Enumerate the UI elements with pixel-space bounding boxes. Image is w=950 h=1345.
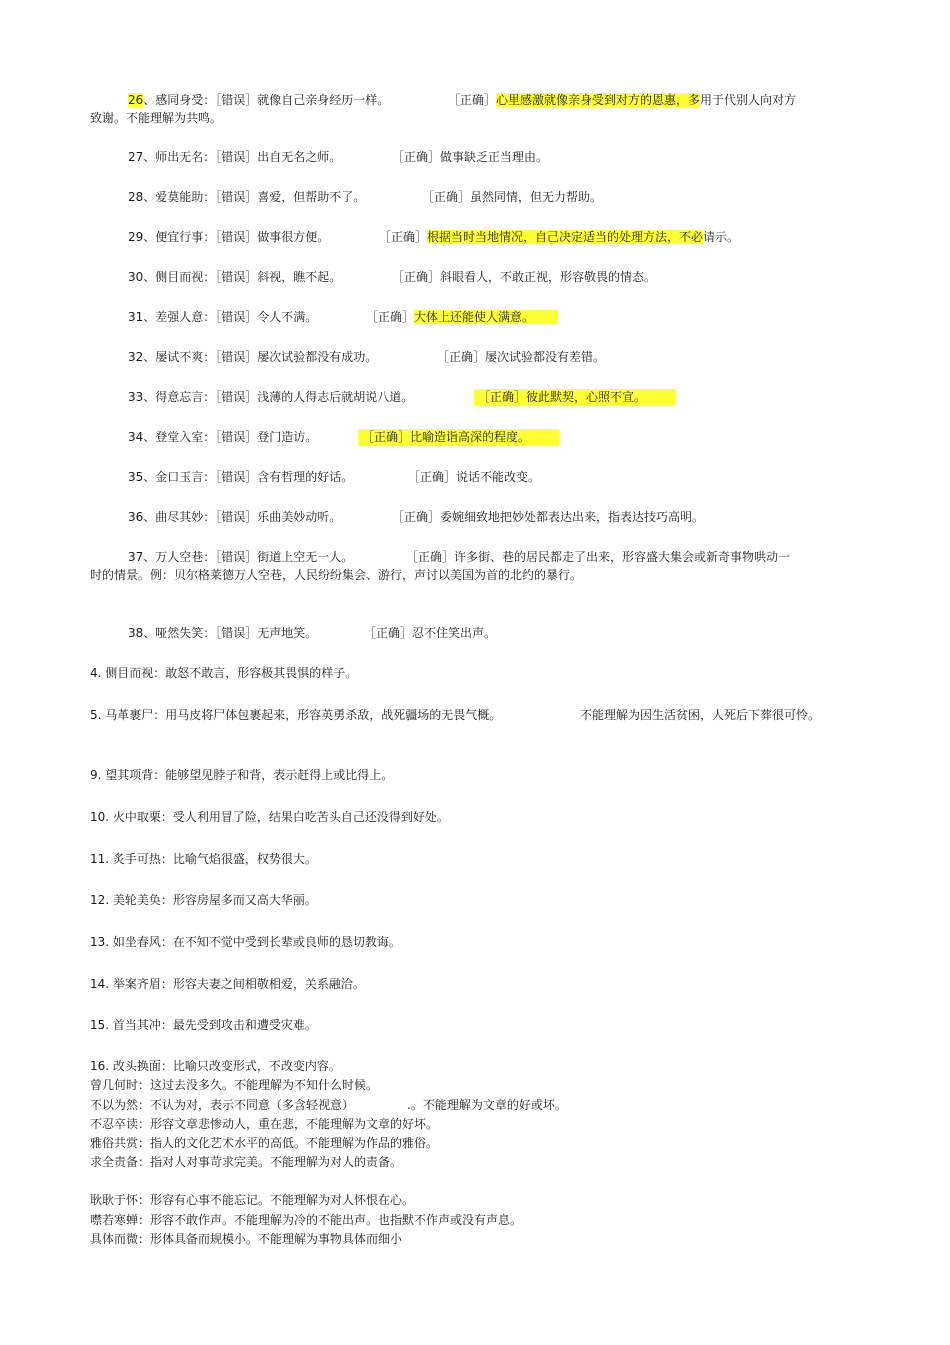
- note-5: 5. 马革裹尸：用马皮将尸体包裹起来，形容英勇杀敌，战死疆场的无畏气概。: [90, 708, 502, 722]
- idiom-line-6: 耿耿于怀：形容有心事不能忘记。不能理解为对人怀恨在心。: [90, 1193, 415, 1207]
- entry-26-correct: [448, 92, 796, 109]
- entry-33-correct: ［正确］彼此默契，心照不宣。: [474, 389, 675, 406]
- idiom-line-7: 噤若寒蝉：形容不敢作声。不能理解为冷的不能出声。也指默不作声或没有声息。: [90, 1213, 523, 1227]
- entry-33-wrong: 33、得意忘言：［错误］浅薄的人得志后就胡说八道。: [128, 390, 414, 404]
- entry-32-correct: ［正确］屡次试验都没有差错。: [437, 350, 606, 364]
- entry-36-wrong: 36、曲尽其妙：［错误］乐曲美妙动听。: [128, 510, 342, 524]
- note-11: 11. 炙手可热：比喻气焰很盛，权势很大。: [90, 852, 317, 866]
- entry-31-correct-label: ［正确］: [366, 310, 415, 324]
- note-13: 13. 如坐春风：在不知不觉中受到长辈或良师的恳切教诲。: [90, 935, 401, 949]
- entry-35-correct: ［正确］说话不能改变。: [408, 470, 541, 484]
- entry-34-correct: ［正确］比喻造诣高深的程度。: [358, 429, 559, 446]
- entry-31-wrong: 31、差强人意：［错误］令人不满。: [128, 310, 318, 324]
- entry-32-wrong: 32、屡试不爽：［错误］屡次试验都没有成功。: [128, 350, 378, 364]
- entry-27-wrong: 27、师出无名：［错误］出自无名之师。: [128, 150, 342, 164]
- entry-29-wrong: 29、便宜行事：［错误］做事很方便。: [128, 230, 330, 244]
- note-9: 9. 望其项背：能够望见脖子和背，表示赶得上或比得上。: [90, 768, 394, 782]
- note-12: 12. 美轮美奂：形容房屋多而又高大华丽。: [90, 893, 317, 907]
- idiom-line-2: 不以为然：不认为对，表示不同意（多含轻视意）: [90, 1098, 355, 1112]
- entry-26-line2: 致谢。不能理解为共鸣。: [90, 111, 223, 125]
- entry-37-line2: 时的情景。例：贝尔格莱德万人空巷，人民纷纷集会、游行，声讨以美国为首的北约的暴行。: [90, 568, 583, 582]
- entry-38-wrong: 38、哑然失笑：［错误］无声地笑。: [128, 626, 318, 640]
- note-15: 15. 首当其冲：最先受到攻击和遭受灾难。: [90, 1018, 317, 1032]
- idiom-line-5: 求全责备：指对人对事苛求完美。不能理解为对人的责备。: [90, 1155, 403, 1169]
- idiom-line-2-tail: .。不能理解为文章的好或坏。: [407, 1098, 567, 1112]
- entry-37-correct: ［正确］许多街、巷的居民都走了出来，形容盛大集会或新奇事物哄动一: [406, 550, 791, 564]
- entry-29-correct-label: ［正确］: [379, 230, 428, 244]
- idiom-line-3: 不忍卒读：形容文章悲惨动人，重在悲，不能理解为文章的好坏。: [90, 1117, 439, 1131]
- entry-31-highlight: 大体上还能使人满意。: [414, 310, 558, 324]
- entry-29-tail: 请示。: [703, 230, 740, 244]
- entry-38-correct: ［正确］忍不住笑出声。: [364, 626, 497, 640]
- entry-26-highlight: 心里感激就像亲身受到对方的恩惠，多: [496, 93, 701, 107]
- entry-26-wrong: 、感同身受：［错误］就像自己亲身经历一样。: [143, 93, 390, 107]
- note-10: 10. 火中取栗：受人利用冒了险，结果白吃苦头自己还没得到好处。: [90, 810, 449, 824]
- entry-31-correct: [366, 309, 558, 326]
- note-16: 16. 改头换面：比喻只改变形式，不改变内容。: [90, 1059, 341, 1073]
- entry-26-number: 26: [128, 93, 144, 107]
- entry-36-correct: ［正确］委婉细致地把妙处都表达出来，指表达技巧高明。: [392, 510, 705, 524]
- entry-34-wrong: 34、登堂入室：［错误］登门造访。: [128, 430, 318, 444]
- idiom-line-1: 曾几何时：这过去没多久。不能理解为不知什么时候。: [90, 1078, 379, 1092]
- idiom-line-8: 具体而微：形体具备而规模小。不能理解为事物具体而细小: [90, 1232, 403, 1246]
- note-14: 14. 举案齐眉：形容夫妻之间相敬相爱，关系融洽。: [90, 977, 365, 991]
- note-5-caveat: 不能理解为因生活贫困，人死后下葬很可怜。: [580, 708, 821, 722]
- entry-37-wrong: 37、万人空巷：［错误］街道上空无一人。: [128, 550, 354, 564]
- entry-26-correct-label: ［正确］: [448, 93, 497, 107]
- entry-29-correct: [379, 229, 739, 246]
- entry-26-tail: 用于代别人向对方: [700, 93, 797, 107]
- entry-27-correct: ［正确］做事缺乏正当理由。: [392, 150, 549, 164]
- idiom-line-4: 雅俗共赏：指人的文化艺术水平的高低。不能理解为作品的雅俗。: [90, 1136, 439, 1150]
- entry-29-highlight: 根据当时当地情况，自己决定适当的处理方法，不必: [427, 230, 704, 244]
- entry-28-correct: ［正确］虽然同情，但无力帮助。: [422, 190, 603, 204]
- entry-30-wrong: 30、侧目而视：［错误］斜视，瞧不起。: [128, 270, 342, 284]
- entry-26-line1: [128, 92, 389, 109]
- entry-35-wrong: 35、金口玉言：［错误］含有哲理的好话。: [128, 470, 354, 484]
- entry-28-wrong: 28、爱莫能助：［错误］喜爱，但帮助不了。: [128, 190, 366, 204]
- note-4: 4. 侧目而视：敢怒不敢言，形容极其畏惧的样子。: [90, 666, 358, 680]
- entry-30-correct: ［正确］斜眼看人，不敢正视，形容敬畏的情态。: [392, 270, 657, 284]
